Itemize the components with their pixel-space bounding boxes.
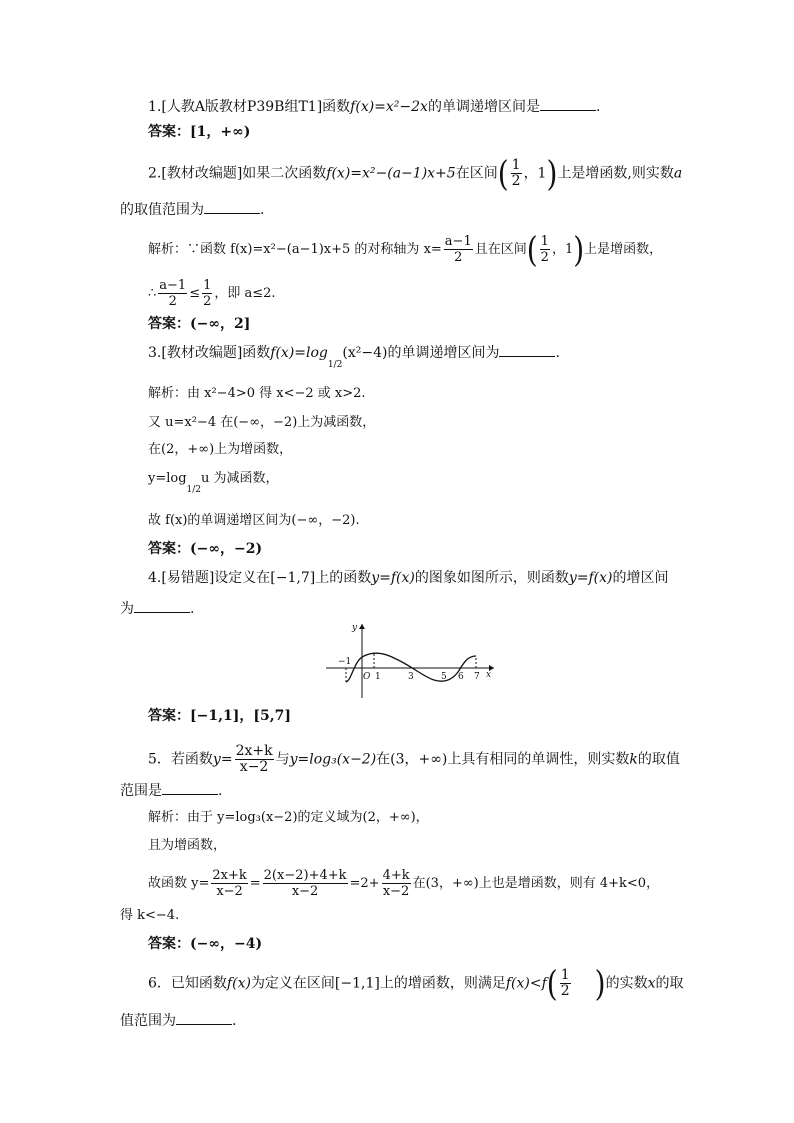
- q3-analysis-4: y=log1/2u 为减函数，: [148, 471, 279, 495]
- q5-analysis-4: 得 k<−4.: [120, 908, 180, 923]
- q6-stem-cont: 值范围为 .: [120, 1010, 236, 1031]
- fraction: $\frac{1}{2}$: [203, 278, 212, 309]
- q5-analysis-3: 故函数 y= $\frac{2x+k}{x-2}$ = $\frac{2(x-2)+4+k}{x-2}$ =2+ $\frac{4+k}{x-2}$ 在(3，+∞)上也是增函数，则有 4+k<0，: [148, 868, 660, 899]
- q2-analysis-2: ∴ $\frac{a-1}{2}$ ≤ $\frac{1}{2}$ ，即 a≤2.: [148, 278, 276, 309]
- fraction: $\frac{1}{2}$: [511, 157, 521, 189]
- tick-1: 1: [375, 672, 381, 682]
- y-axis-arrow: [359, 624, 365, 629]
- q6-stem: 6．已知函数f(x)为定义在区间[−1,1]上的增函数，则满足f(x)<f( $\frac{1}{2}$ )的实数x的取: [148, 962, 684, 1004]
- q2-stem-cont: 的取值范围为 .: [120, 199, 264, 220]
- q2-answer: 答案：(−∞，2]: [148, 316, 251, 332]
- q1-answer: 答案：[1，+∞): [148, 124, 251, 140]
- fraction: $\frac{2(x-2)+4+k}{x-2}$: [263, 868, 347, 899]
- answer-blank[interactable]: [162, 780, 218, 795]
- tick-neg1: −1: [338, 657, 352, 667]
- fraction: $\frac{1}{2}$: [540, 234, 549, 265]
- q4-stem: 4.[易错题]设定义在[−1,7]上的函数y=f(x)的图象如图所示，则函数y=f(x)的增区间: [148, 570, 669, 586]
- q1-stem: 1.[人教A版教材P39B组T1]函数f(x)=x²−2x的单调递增区间是 .: [148, 96, 600, 117]
- q3-stem: 3.[教材改编题]函数f(x)=log1/2(x²−4)的单调递增区间为 .: [148, 342, 560, 370]
- function-graph: [322, 620, 512, 700]
- q5-analysis-1: 解析：由于 y=log₃(x−2)的定义域为(2，+∞)，: [148, 810, 429, 825]
- q5-stem-cont: 范围是 .: [120, 780, 222, 801]
- fraction: $\frac{1}{2}$: [560, 967, 570, 999]
- answer-blank[interactable]: [204, 199, 260, 214]
- q2-stem: 2.[教材改编题]如果二次函数f(x)=x²−(a−1)x+5在区间( $\frac{1}{2}$ ，1)上是增函数,则实数a: [148, 152, 683, 194]
- q4-stem-cont: 为 .: [120, 598, 194, 619]
- q4-answer: 答案：[−1,1]，[5,7]: [148, 708, 291, 724]
- tick-7: 7: [474, 672, 480, 682]
- answer-blank[interactable]: [134, 598, 190, 613]
- q3-analysis-1: 解析：由 x²−4>0 得 x<−2 或 x>2.: [148, 386, 366, 401]
- tick-3: 3: [408, 672, 414, 682]
- fraction: $\frac{4+k}{x-2}$: [382, 868, 410, 899]
- fraction: $\frac{2x+k}{x-2}$: [212, 868, 247, 899]
- answer-blank[interactable]: [540, 96, 596, 111]
- origin-label: O: [363, 672, 371, 682]
- fraction: $\frac{a-1}{2}$: [444, 234, 472, 265]
- q5-analysis-2: 且为增函数，: [148, 838, 227, 853]
- q3-answer: 答案：(−∞，−2): [148, 541, 263, 557]
- fraction: $\frac{2x+k}{x-2}$: [235, 743, 273, 775]
- answer-blank[interactable]: [499, 342, 555, 357]
- answer-blank[interactable]: [176, 1010, 232, 1025]
- x-label: x: [486, 670, 492, 680]
- q5-answer: 答案：(−∞，−4): [148, 936, 263, 952]
- q3-analysis-2: 又 u=x²−4 在(−∞，−2)上为减函数，: [148, 415, 376, 430]
- q2-analysis-1: 解析：∵函数 f(x)=x²−(a−1)x+5 的对称轴为 x= $\frac{a-1}{2}$ 且在区间( $\frac{1}{2}$ ，1)上是增函数，: [148, 228, 663, 270]
- tick-6: 6: [458, 672, 464, 682]
- fraction: $\frac{a-1}{2}$: [159, 278, 187, 309]
- y-label: y: [352, 623, 358, 633]
- q3-analysis-5: 故 f(x)的单调递增区间为(−∞，−2).: [148, 513, 360, 528]
- tick-5: 5: [441, 672, 447, 682]
- q3-analysis-3: 在(2，+∞)上为增函数，: [148, 442, 293, 457]
- q5-stem: 5．若函数y= $\frac{2x+k}{x-2}$ 与y=log₃(x−2)在(3，+∞)上具有相同的单调性，则实数k的取值: [148, 743, 680, 775]
